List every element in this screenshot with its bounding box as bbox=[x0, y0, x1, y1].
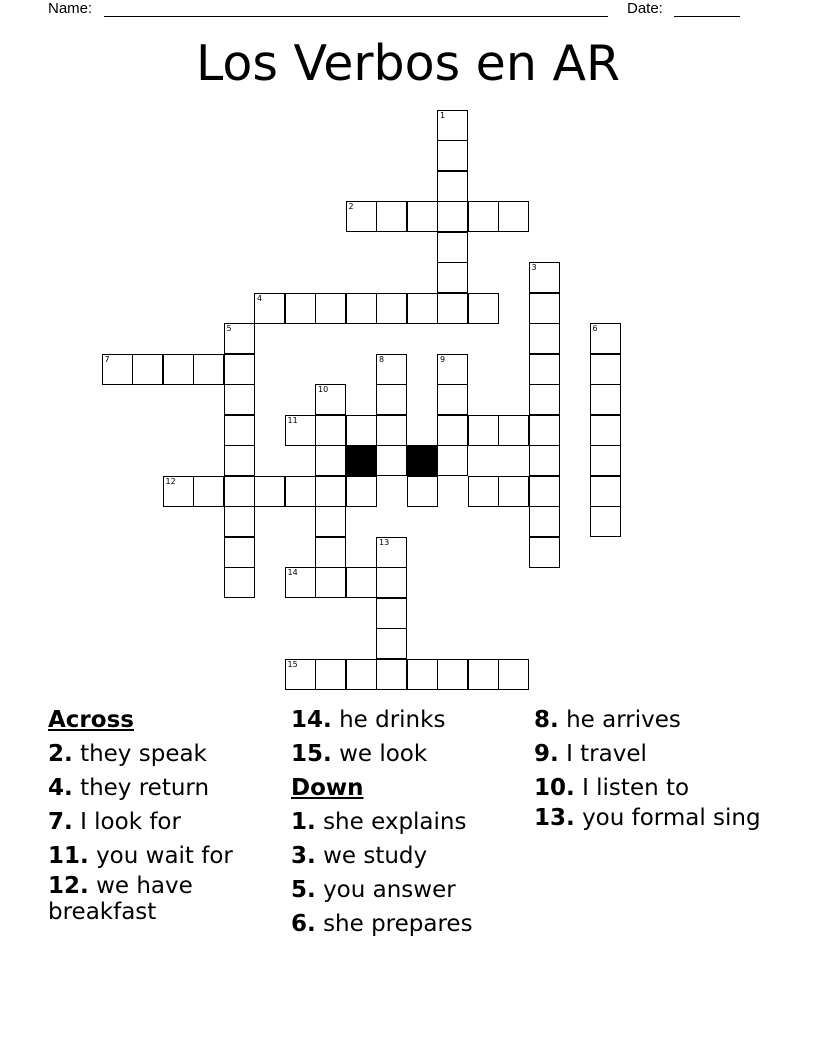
clue-number: 11 bbox=[287, 415, 298, 425]
grid-cell[interactable] bbox=[224, 506, 255, 537]
clue-item bbox=[291, 703, 526, 737]
clues-column-1 bbox=[48, 703, 283, 931]
grid-cell[interactable] bbox=[224, 476, 255, 507]
clue-item-number: 8. bbox=[534, 707, 559, 733]
grid-cell[interactable] bbox=[498, 201, 529, 232]
clue-item-number: 2. bbox=[48, 741, 73, 767]
clue-item-number: 12. bbox=[48, 873, 89, 899]
clue-number: 8 bbox=[379, 354, 385, 364]
grid-cell[interactable] bbox=[437, 262, 468, 293]
clue-item-text: you answer bbox=[323, 877, 456, 903]
clue-item-number: 7. bbox=[48, 809, 73, 835]
date-label: Date: bbox=[627, 0, 663, 17]
grid-cell[interactable] bbox=[529, 384, 560, 415]
across-heading: Across bbox=[48, 707, 134, 733]
grid-cell[interactable] bbox=[315, 476, 346, 507]
grid-cell[interactable] bbox=[407, 659, 438, 690]
grid-cell[interactable] bbox=[224, 445, 255, 476]
clue-number: 3 bbox=[531, 263, 537, 272]
clue-number: 7 bbox=[104, 354, 110, 364]
name-label: Name: bbox=[48, 0, 93, 17]
grid-cell[interactable] bbox=[437, 659, 468, 690]
grid-cell[interactable] bbox=[346, 567, 377, 598]
grid-cell[interactable] bbox=[437, 110, 468, 141]
grid-cell[interactable] bbox=[376, 384, 407, 415]
grid-cell[interactable] bbox=[315, 567, 346, 598]
grid-cell[interactable] bbox=[468, 659, 499, 690]
grid-cell[interactable] bbox=[437, 384, 468, 415]
grid-cell[interactable] bbox=[437, 293, 468, 324]
grid-cell[interactable] bbox=[254, 293, 285, 324]
clue-item-number: 13. bbox=[534, 805, 575, 831]
grid-cell[interactable] bbox=[468, 415, 499, 446]
grid-cell[interactable] bbox=[437, 415, 468, 446]
grid-cell[interactable] bbox=[285, 415, 316, 446]
grid-cell[interactable] bbox=[376, 201, 407, 232]
grid-cell[interactable] bbox=[529, 262, 560, 293]
grid-cell[interactable] bbox=[590, 506, 621, 537]
clue-item-number: 9. bbox=[534, 741, 559, 767]
grid-cell[interactable] bbox=[376, 415, 407, 446]
clue-number: 14 bbox=[287, 568, 298, 577]
clue-number: 9 bbox=[440, 354, 446, 364]
grid-cell[interactable] bbox=[498, 659, 529, 690]
grid-cell[interactable] bbox=[437, 354, 468, 385]
black-square bbox=[407, 445, 438, 476]
down-heading: Down bbox=[291, 775, 364, 801]
page-title: Los Verbos en AR bbox=[195, 35, 621, 92]
clue-number: 5 bbox=[226, 324, 232, 333]
grid-cell[interactable] bbox=[285, 476, 316, 507]
grid-cell[interactable] bbox=[224, 415, 255, 446]
grid-cell[interactable] bbox=[346, 201, 377, 232]
grid-cell[interactable] bbox=[529, 506, 560, 537]
grid-cell[interactable] bbox=[315, 293, 346, 324]
grid-cell[interactable] bbox=[193, 354, 224, 385]
grid-cell[interactable] bbox=[590, 354, 621, 385]
grid-cell[interactable] bbox=[590, 323, 621, 354]
clue-item-number: 5. bbox=[291, 877, 316, 903]
grid-cell[interactable] bbox=[315, 506, 346, 537]
clues-column-3 bbox=[534, 703, 769, 837]
clue-item-text: you formal sing bbox=[582, 805, 761, 831]
clue-item-text: she explains bbox=[323, 809, 467, 835]
grid-cell[interactable] bbox=[376, 445, 407, 476]
grid-cell[interactable] bbox=[315, 415, 346, 446]
clue-item-text: I look for bbox=[80, 809, 181, 835]
clue-number: 4 bbox=[257, 293, 263, 303]
grid-cell[interactable] bbox=[376, 354, 407, 385]
clue-number: 1 bbox=[440, 110, 446, 120]
clue-item bbox=[48, 873, 283, 931]
clue-item-number: 11. bbox=[48, 843, 89, 869]
grid-cell[interactable] bbox=[437, 140, 468, 171]
grid-cell[interactable] bbox=[437, 445, 468, 476]
grid-cell[interactable] bbox=[529, 354, 560, 385]
grid-cell[interactable] bbox=[376, 567, 407, 598]
grid-cell[interactable] bbox=[132, 354, 163, 385]
clue-item bbox=[48, 839, 283, 873]
grid-cell[interactable] bbox=[254, 476, 285, 507]
clue-item-number: 15. bbox=[291, 741, 332, 767]
grid-cell[interactable] bbox=[224, 384, 255, 415]
clue-item-text: I listen to bbox=[582, 775, 690, 801]
grid-cell[interactable] bbox=[498, 476, 529, 507]
clue-item-number: 3. bbox=[291, 843, 316, 869]
clue-item bbox=[291, 737, 526, 771]
clue-item-text: we look bbox=[339, 741, 428, 767]
clue-item bbox=[48, 771, 283, 805]
across-clue-list bbox=[48, 737, 283, 931]
grid-cell[interactable] bbox=[529, 323, 560, 354]
grid-cell[interactable] bbox=[224, 354, 255, 385]
grid-cell[interactable] bbox=[590, 384, 621, 415]
grid-cell[interactable] bbox=[285, 567, 316, 598]
black-square bbox=[346, 445, 377, 476]
grid-cell[interactable] bbox=[346, 293, 377, 324]
name-field[interactable] bbox=[104, 16, 608, 17]
grid-cell[interactable] bbox=[376, 628, 407, 659]
grid-cell[interactable] bbox=[376, 293, 407, 324]
clue-item-number: 14. bbox=[291, 707, 332, 733]
clue-item bbox=[534, 805, 769, 837]
grid-cell[interactable] bbox=[285, 659, 316, 690]
clue-item-text: he arrives bbox=[566, 707, 681, 733]
grid-cell[interactable] bbox=[346, 659, 377, 690]
grid-cell[interactable] bbox=[529, 537, 560, 568]
grid-cell[interactable] bbox=[468, 476, 499, 507]
grid-cell[interactable] bbox=[224, 537, 255, 568]
grid-cell[interactable] bbox=[407, 201, 438, 232]
grid-cell[interactable] bbox=[529, 476, 560, 507]
clue-number: 15 bbox=[287, 659, 298, 669]
clues-column-2 bbox=[291, 703, 526, 941]
date-field[interactable] bbox=[674, 16, 740, 17]
grid-cell[interactable] bbox=[285, 293, 316, 324]
grid-cell[interactable] bbox=[102, 354, 133, 385]
clue-item bbox=[534, 703, 769, 737]
grid-cell[interactable] bbox=[437, 171, 468, 202]
grid-cell[interactable] bbox=[376, 537, 407, 568]
grid-cell[interactable] bbox=[468, 201, 499, 232]
down-clue-list bbox=[291, 805, 526, 941]
grid-cell[interactable] bbox=[376, 659, 407, 690]
grid-cell[interactable] bbox=[437, 232, 468, 263]
clue-item-text: he drinks bbox=[339, 707, 446, 733]
clue-item-number: 1. bbox=[291, 809, 316, 835]
clue-item-text: she prepares bbox=[323, 911, 473, 937]
clue-item bbox=[48, 737, 283, 771]
clue-item-number: 4. bbox=[48, 775, 73, 801]
clue-item bbox=[48, 805, 283, 839]
clue-number: 2 bbox=[348, 202, 354, 211]
grid-cell[interactable] bbox=[224, 323, 255, 354]
clue-number: 12 bbox=[165, 476, 176, 486]
clue-number: 6 bbox=[592, 324, 598, 333]
grid-cell[interactable] bbox=[498, 415, 529, 446]
grid-cell[interactable] bbox=[376, 598, 407, 629]
grid-cell[interactable] bbox=[315, 384, 346, 415]
grid-cell[interactable] bbox=[529, 415, 560, 446]
grid-cell[interactable] bbox=[193, 476, 224, 507]
clue-item bbox=[534, 771, 769, 805]
clue-item-text: we have breakfast bbox=[48, 873, 193, 925]
clue-item-text: we study bbox=[323, 843, 428, 869]
clue-item bbox=[291, 873, 526, 907]
grid-cell[interactable] bbox=[590, 476, 621, 507]
grid-cell[interactable] bbox=[590, 415, 621, 446]
grid-cell[interactable] bbox=[590, 445, 621, 476]
clue-item-text: they return bbox=[80, 775, 210, 801]
clue-number: 10 bbox=[318, 385, 329, 394]
clue-item bbox=[534, 737, 769, 771]
across-clue-list-continued bbox=[291, 703, 526, 771]
grid-cell[interactable] bbox=[529, 445, 560, 476]
grid-cell[interactable] bbox=[468, 293, 499, 324]
clue-item-text: you wait for bbox=[96, 843, 233, 869]
grid-cell[interactable] bbox=[163, 476, 194, 507]
header bbox=[0, 0, 816, 20]
clue-item-text: I travel bbox=[566, 741, 647, 767]
grid-cell[interactable] bbox=[315, 659, 346, 690]
clue-item bbox=[291, 805, 526, 839]
grid-cell[interactable] bbox=[437, 201, 468, 232]
grid-cell[interactable] bbox=[407, 293, 438, 324]
grid-cell[interactable] bbox=[163, 354, 194, 385]
clue-item bbox=[291, 907, 526, 941]
clue-item-number: 10. bbox=[534, 775, 575, 801]
grid-cell[interactable] bbox=[529, 293, 560, 324]
clue-item bbox=[291, 839, 526, 873]
grid-cell[interactable] bbox=[315, 445, 346, 476]
clue-item-text: they speak bbox=[80, 741, 207, 767]
down-clue-list-continued bbox=[534, 703, 769, 837]
clue-item-number: 6. bbox=[291, 911, 316, 937]
grid-cell[interactable] bbox=[224, 567, 255, 598]
grid-cell[interactable] bbox=[315, 537, 346, 568]
clue-number: 13 bbox=[379, 537, 390, 547]
grid-cell[interactable] bbox=[346, 476, 377, 507]
grid-cell[interactable] bbox=[407, 476, 438, 507]
grid-cell[interactable] bbox=[346, 415, 377, 446]
